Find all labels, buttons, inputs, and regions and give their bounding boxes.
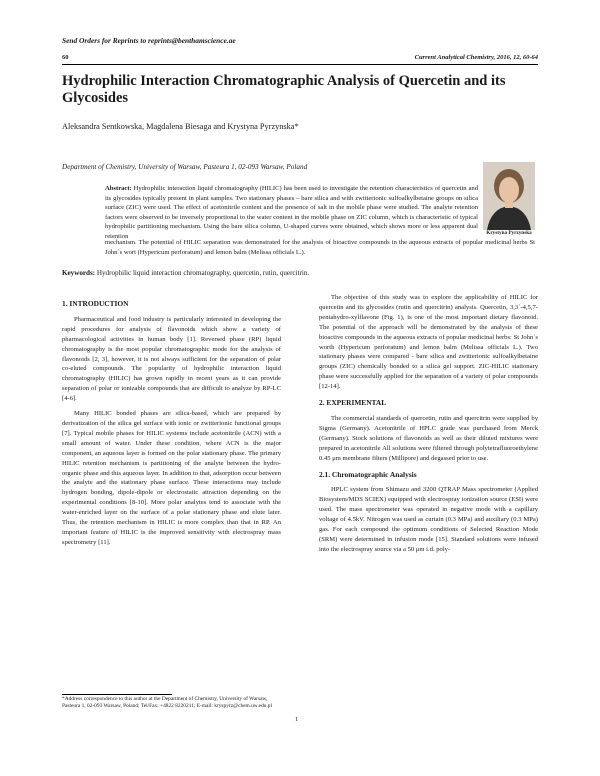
reprint-notice: Send Orders for Reprints to reprints@benthamscience.ae: [62, 36, 236, 45]
abstract-text: Hydrophilic interaction liquid chromatography (HILIC) has been used to investigate the retention characteristics of quercetin and its glycosides typically present in plant samples. Two stationary phases – bare silica and with zwitterionic sulfoalkylbetaine groups on silica surface (ZIC) were used. The effect of acetonitrile content and the presence of salt in the mobile phase were studied. The analyte retention factors were observed to be inversely proportional to the water content in the mobile phase on ZIC column, which is characteristic of typical hydrophilic partitioning mechanism. Using the bare silica column, U-shaped curves were obtained, which shows more or less apparent dual retention: [105, 185, 478, 240]
experimental-heading: 2. EXPERIMENTAL: [319, 398, 387, 408]
objective-paragraph: The objective of this study was to explore the applicability of HILIC for quercetin and its glycosides (rutin and quercitrin) analysis. Quercetin, 3,3`-4,5,7-pentahydro-xylflavone (Fig. 1), is one of the most important dietary flavonoid. The potential of the approach will be demonstrated by the analysis of these bioactive compounds in the aqueous extracts of popular medicinal herbs: St John`s worth (Hypericum perforatum) and lemon balm (Melissa officials L.). Two stationary phases were compared - bare silica and zwitterionic sulfoalkylbetaine groups (ZIC) chemically bonded to a silica gel support. ZIC-HILIC stationary phase were successfully applied for the separation of a variety of polar compounds [12-14].: [319, 294, 538, 391]
keywords-label: Keywords:: [62, 269, 96, 277]
experimental-paragraph: The commercial standards of quercetin, rutin and quercitrin were supplied by Sigma (Germany). Acetonitrile of HPLC grade was purchased from Merck (Germany). Stock solutions of flavonoids as well as their diluted mixtures were prepared in acetonitrile All solutions were filtered through polytetrafluoroethylene 0.45 μm membrane filters (Millipore) and degassed prior to use.: [319, 414, 538, 462]
journal-citation: Current Analytical Chemistry, 2016, 12, 60-64: [414, 54, 538, 61]
keywords-text: Hydrophilic liquid interaction chromatography, quercetin, rutin, quercitrin.: [96, 269, 310, 277]
article-title: Hydrophilic Interaction Chromatographic Analysis of Quercetin and its Glycosides: [62, 73, 506, 106]
chromatographic-analysis-paragraph: HPLC system from Shimazu and 3200 QTRAP Mass spectrometer (Applied Biosystem/MDS SCIEX) equipped with electrospray ionization source (ESI) were used. The mass spectrometer was operated in negative mode with a capillary voltage of 4.5kV. Nitrogen was used as curtain (0.3 MPa) and auxiliary (0.3 MPa) gas. For each compound the optimum conditions of Selected Reaction Mode (SRM) were determined in infusion mode [15]. Standard solutions were infused into the electrospray source via a 50 μm i.d. poly-: [319, 486, 538, 553]
header-rule: [62, 64, 538, 65]
abstract-label: Abstract:: [105, 185, 132, 192]
introduction-paragraph-1: Pharmaceutical and food industry is particularly interested in developing the rapid procedures for analysis of flavonoids which show a variety of pharmacological activities in human body [1]. Reversed phase (RP) liquid chromatography is the most popular chromatographic mode for the analysis of flavonoids [2, 3], however, it is not always sufficient for the separation of polar co-eluted compounds. The popularity of hydrophilic interaction liquid chromatography (HILIC) has grown rapidly in recent years as it can provide separation of polar or ionizable compounds that are difficult to analyze by RP-LC [4-6].: [62, 315, 281, 403]
abstract-main: [105, 184, 478, 242]
article-affiliation: Department of Chemistry, University of Warsaw, Pasteura 1, 02-093 Warsaw, Poland: [62, 163, 308, 171]
right-column: [319, 293, 538, 560]
author-photo-caption: Krystyna Pyrzynska: [486, 230, 532, 236]
article-authors: Aleksandra Sentkowska, Magdalena Biesaga and Krystyna Pyrzynska*: [62, 122, 299, 131]
author-photo: [483, 162, 535, 230]
chromatographic-analysis-heading: 2.1. Chromatographic Analysis: [319, 469, 417, 479]
page-number-bottom: 1: [295, 716, 299, 723]
introduction-paragraph-2: Many HILIC bonded phases are silica-based, which are prepared by derivatization of the silica gel surface with ionic or zwitterionic functional groups [7]. Typical mobile phases for HILIC systems include acetonitrile (ACN) with a small amount of water. Under these condition, where ACN is the major component, an aqueous layer is formed on the polar stationary phase. The primary HILIC retention mechanism is partitioning of the analyte between the hydro-organic phase and this aqueous layer. In addition to that, adsorption occur between the analyte and the stationary phase surface. These interactions may include hydrogen bonding, dipole-dipole or electrostatic attraction depending on the experimental conditions [8-10]. More polar analytes tend to associate with the water-enriched layer on the surface of a polar stationary phase and elute later. Thus, the retention mechanism in HILIC is more complex than that in RP. An important feature of HILIC is the improved sensitivity with electrospray mass spectrometry [11].: [62, 410, 281, 546]
page-number-top: 60: [62, 54, 69, 61]
abstract-tail: mechanism. The potential of HILIC separation was demonstrated for the analysis of bioactive compounds in the aqueous extracts of popular medicinal herbs St John`s wort (Hypericum perforatum) and lemon balm (Melissa officials L.).: [105, 239, 535, 256]
correspondence-footnote: *Address correspondence to this author at the Department of Chemistry, University of Warsaw, Pasteura 1, 02-093 Warsaw, Poland; Tel/Fax: +4822 8220211; E-mail: kryspyrz@chem.uw.edu.pl: [62, 696, 273, 710]
keywords: [62, 268, 538, 278]
introduction-heading: 1. INTRODUCTION: [62, 299, 129, 308]
left-column: [62, 293, 281, 553]
footnote-rule: [62, 694, 172, 695]
author-portrait-image: [483, 162, 535, 230]
